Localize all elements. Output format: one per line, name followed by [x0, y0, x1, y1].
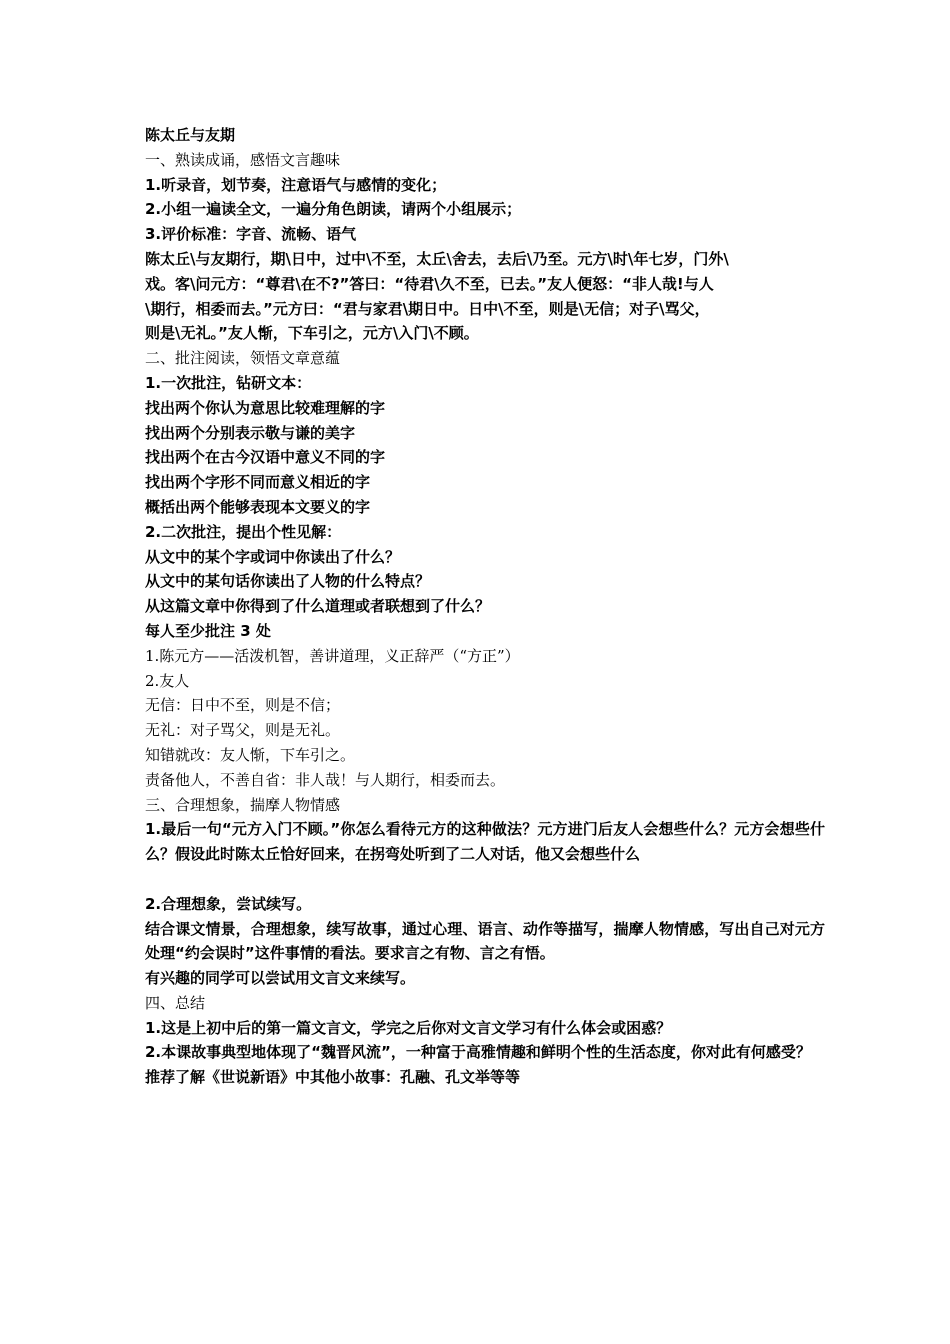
second-annotation-item: 从文中的某句话你读出了人物的什么特点？	[145, 572, 431, 591]
blank-line	[145, 867, 825, 892]
second-annotation-item: 从这篇文章中你得到了什么道理或者联想到了什么？	[145, 597, 491, 616]
section-3-question-2-title: 2.合理想象，尝试续写。	[145, 894, 312, 913]
answer-line: 知错就改：友人惭，下车引之。	[145, 745, 356, 764]
second-annotation-item: 从文中的某个字或词中你读出了什么？	[145, 547, 401, 566]
section-1-item-2: 2.小组一遍读全文，一遍分角色朗读，请两个小组展示；	[145, 200, 522, 219]
section-3-question-2-text: 结合课文情景，合理想象，续写故事，通过心理、语言、动作等描写，揣摩人物情感，写出自己对元方处理“约会误时”这件事情的看法。要求言之有物、言之有悟。	[145, 919, 825, 963]
answer-line: 1.陈元方——活泼机智，善讲道理，义正辞严（“方正”）	[145, 646, 520, 665]
section-4-recommendation: 推荐了解《世说新语》中其他小故事：孔融、孔文举等等	[145, 1068, 521, 1087]
classical-text-line-4: 则是\无礼。”友人惭，下车引之，元方\入门\不顾。	[145, 324, 479, 343]
section-4-question-2: 2.本课故事典型地体现了“魏晋风流”，一种富于高雅情趣和鲜明个性的生活态度，你对此有何感受？	[145, 1043, 811, 1062]
answer-line: 2.友人	[145, 671, 190, 690]
section-4-question-1: 1.这是上初中后的第一篇文言文，学完之后你对文言文学习有什么体会或困惑？	[145, 1018, 672, 1037]
classical-text-line-3: \期行，相委而去。”元方曰：“君与家君\期日中。日中\不至，则是\无信；对子\骂父，	[145, 299, 710, 318]
section-3-heading: 三、合理想象，揣摩人物情感	[145, 795, 341, 814]
answer-line: 责备他人，不善自省：非人哉！与人期行，相委而去。	[145, 770, 506, 789]
section-3-question-2-note: 有兴趣的同学可以尝试用文言文来续写。	[145, 969, 416, 988]
document-title: 陈太丘与友期	[145, 126, 236, 144]
first-annotation-item: 找出两个在古今汉语中意义不同的字	[145, 448, 386, 467]
section-1-item-1: 1.听录音，划节奏，注意语气与感情的变化；	[145, 175, 447, 194]
classical-text-line-1: 陈太丘\与友期行，期\日中，过中\不至，太丘\舍去，去后\乃至。元方\时\年七岁，门外\	[145, 249, 729, 268]
first-annotation-item: 概括出两个能够表现本文要义的字	[145, 497, 371, 516]
first-annotation-item: 找出两个字形不同而意义相近的字	[145, 473, 371, 492]
first-annotation-title: 1.一次批注，钻研文本：	[145, 373, 312, 392]
section-1-item-3: 3.评价标准：字音、流畅、语气	[145, 225, 357, 244]
classical-text-line-2: 戏。客\问元方：“尊君\在不?”答曰：“待君\久不至，已去。”友人便怒：“非人哉!与人	[145, 274, 714, 293]
section-2-heading: 二、批注阅读，领悟文章意蕴	[145, 349, 341, 368]
section-4-heading: 四、总结	[145, 993, 206, 1012]
section-1-heading: 一、熟读成诵，感悟文言趣味	[145, 150, 341, 169]
first-annotation-item: 找出两个你认为意思比较难理解的字	[145, 398, 386, 417]
document-page	[145, 123, 825, 1090]
answer-line: 无礼：对子骂父，则是无礼。	[145, 721, 341, 740]
section-3-question-1: 1.最后一句“元方入门不顾。”你怎么看待元方的这种做法？元方进门后友人会想些什么？元方会想些什么？假设此时陈太丘恰好回来，在拐弯处听到了二人对话，他又会想些什么	[145, 820, 825, 864]
second-annotation-item: 每人至少批注 3 处	[145, 621, 271, 640]
first-annotation-item: 找出两个分别表示敬与谦的美字	[145, 423, 356, 442]
second-annotation-title: 2.二次批注，提出个性见解：	[145, 522, 342, 541]
answer-line: 无信：日中不至，则是不信；	[145, 696, 341, 715]
